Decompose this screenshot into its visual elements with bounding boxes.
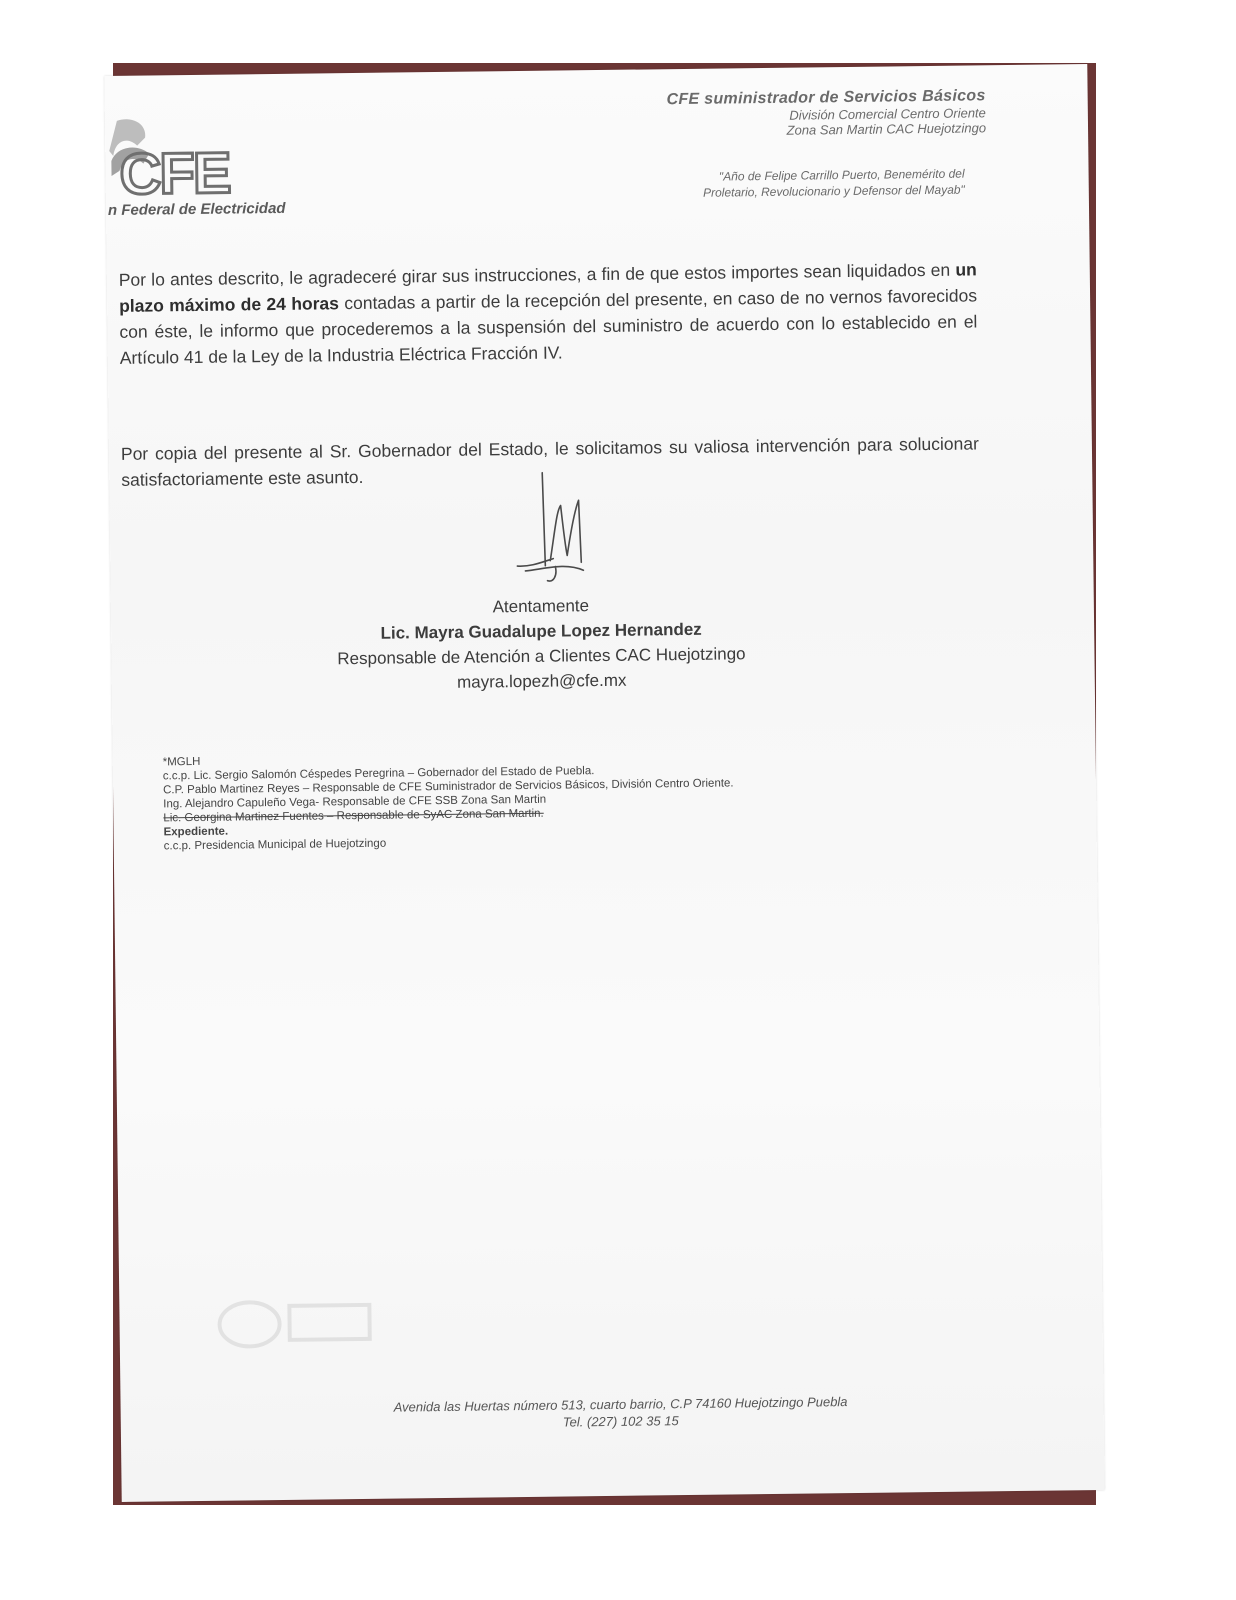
paragraph1-text-b: contadas a partir de la recepción del presente, en caso de no vernos favorecidos con éste, le informo que procederemos a la suspensión del suministro de acuerdo con lo establecido en el Artículo 41 de la Ley de la Industria Eléctrica Fracción IV. — [119, 285, 978, 368]
division-name: División Comercial Centro Oriente — [789, 105, 986, 123]
handwritten-signature — [494, 470, 615, 591]
paragraph1-bold-deadline: un plazo máximo de 24 horas — [119, 259, 977, 316]
logo-text: n Federal de Electricidad — [107, 199, 286, 220]
faint-stamp-impression — [209, 1293, 390, 1355]
org-name: CFE suministrador de Servicios Básicos — [666, 87, 986, 109]
cc-line: c.c.p. Presidencia Municipal de Huejotzingo — [163, 837, 387, 853]
letter-page — [104, 64, 1104, 1502]
cc-line: C.P. Pablo Martinez Reyes – Responsable de CFE Suministrador de Servicios Básicos, División Centro Oriente. — [162, 777, 734, 797]
header-organization — [666, 87, 986, 139]
zone-name: Zona San Martin CAC Huejotzingo — [786, 120, 987, 138]
copy-recipients — [163, 747, 864, 854]
year-motto-line2: Proletario, Revolucionario y Defensor del Mayab" — [702, 182, 965, 200]
phone-line: Tel. (227) 102 35 15 — [562, 1413, 679, 1430]
cfe-logo — [107, 114, 308, 226]
signer-title: Responsable de Atención a Clientes CAC Huejotzingo — [337, 644, 746, 669]
cc-line: Ing. Alejandro Capuleño Vega- Responsable de CFE SSB Zona San Martin — [163, 793, 547, 811]
initials: *MGLH — [162, 755, 201, 769]
year-motto-line1: "Año de Felipe Carrillo Puerto, Benemérito del — [718, 166, 965, 184]
address-line: Avenida las Huertas número 513, cuarto barrio, C.P 74160 Huejotzingo Puebla — [393, 1394, 848, 1415]
cc-line-expediente: Expediente. — [163, 825, 229, 839]
footer-address — [321, 1392, 921, 1433]
signer-name: Lic. Mayra Guadalupe Lopez Hernandez — [380, 619, 702, 643]
closing-block — [291, 591, 792, 697]
paragraph1-text-a: Por lo antes descrito, le agradeceré girar sus instrucciones, a fin de que estos importes sean liquidados en — [118, 259, 956, 290]
signer-email: mayra.lopezh@cfe.mx — [456, 670, 627, 692]
salutation: Atentamente — [492, 596, 590, 617]
body-paragraph-1 — [119, 256, 978, 370]
year-motto — [703, 166, 965, 201]
body-paragraph-2: Por copia del presente al Sr. Gobernador del Estado, le solicitamos su valiosa intervención para solucionar satisfactoriamente este asunto. — [120, 433, 980, 490]
cc-line-struck: Lic. Georgina Martinez Fuentes – Responsable de SyAC Zona San Martin. — [163, 807, 544, 825]
cfe-logo-mark — [107, 115, 230, 207]
cc-line: c.c.p. Lic. Sergio Salomón Céspedes Peregrina – Gobernador del Estado de Puebla. — [162, 765, 595, 783]
logo-mark-text: CFE — [119, 140, 230, 207]
